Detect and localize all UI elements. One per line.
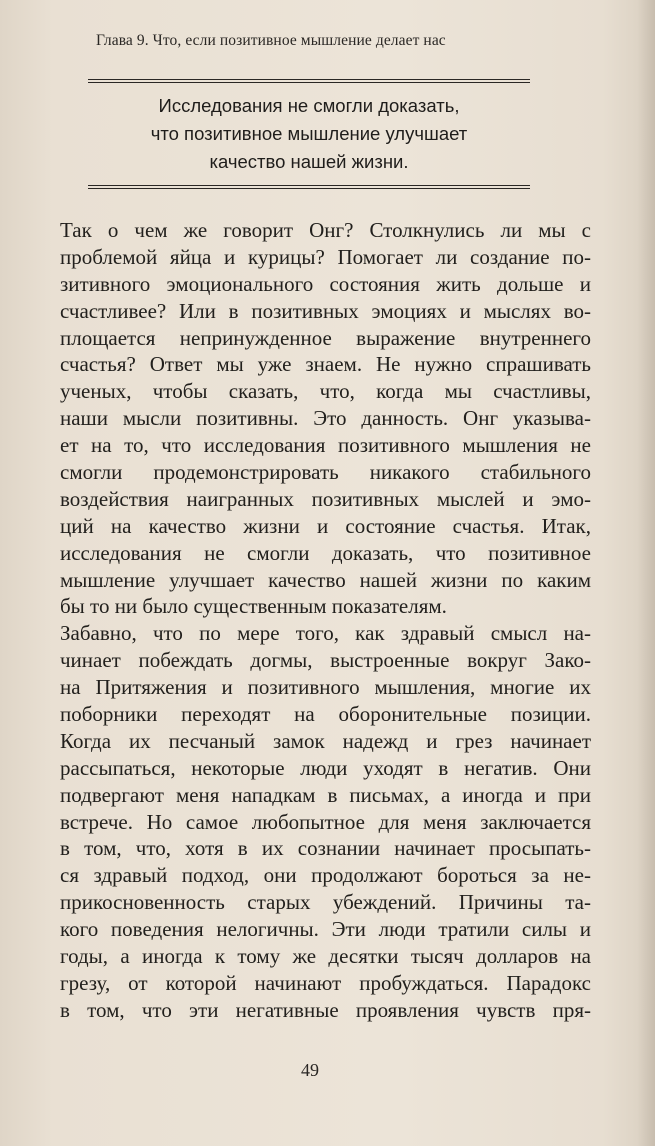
text-line: ций на качество жизни и состояние счастья. Итак, [60, 513, 591, 538]
text-line: проблемой яйца и курицы? Помогает ли создание по- [60, 244, 591, 269]
text-line: рассыпаться, некоторые люди уходят в негатив. Они [60, 755, 591, 780]
text-line: встрече. Но самое любопытное для меня заключается [60, 809, 591, 834]
text-line: смогли продемонстрировать никакого стабильного [60, 460, 591, 485]
text-line: в том, что эти негативные проявления чувств пря- [60, 997, 591, 1022]
text-line: на Притяжения и позитивного мышления, многие их [60, 675, 591, 700]
paragraph-2 [60, 620, 591, 1023]
text-line: бы то ни было существенным показателям. [60, 594, 447, 619]
text-line: воздействия наигранных позитивных мыслей и эмо- [60, 486, 591, 511]
text-line: кого поведения нелогичны. Эти люди тратили силы и [60, 917, 591, 942]
running-head: Глава 9. Что, если позитивное мышление делает нас [96, 32, 446, 49]
text-line: счастья? Ответ мы уже знаем. Не нужно спрашивать [60, 352, 591, 377]
text-line: Забавно, что по мере того, как здравый смысл на- [60, 621, 591, 646]
text-line: мышление улучшает качество нашей жизни по каким [60, 567, 591, 592]
callout-rule-bottom [88, 185, 530, 189]
text-line: в том, что, хотя в их сознании начинает просыпать- [60, 836, 591, 861]
callout-rule-top [88, 79, 530, 83]
page-number: 49 [301, 1060, 319, 1080]
text-line: ет на то, что исследования позитивного мышления не [60, 433, 591, 458]
text-line: Так о чем же говорит Онг? Столкнулись ли мы с [60, 218, 591, 242]
text-line: годы, а иногда к тому же десятки тысяч долларов на [60, 944, 591, 969]
text-line: счастливее? Или в позитивных эмоциях и мыслях во- [60, 298, 591, 323]
text-line: зитивного эмоционального состояния жить дольше и [60, 271, 591, 296]
page-edge-shadow [637, 0, 655, 1146]
text-line: грезу, от которой начинают пробуждаться. Парадокс [60, 970, 591, 995]
text-line: подвергают меня нападкам в письмах, а иногда и при [60, 782, 591, 807]
pull-quote-line: что позитивное мышление улучшает [150, 123, 468, 144]
pull-quote [88, 92, 530, 176]
text-line: ученых, чтобы сказать, что, когда мы счастливы, [60, 379, 591, 404]
text-line: площается непринужденное выражение внутреннего [60, 325, 591, 350]
text-line: ся здравый подход, они продолжают бороться за не- [60, 863, 591, 888]
pull-quote-line: Исследования не смогли доказать, [158, 95, 460, 116]
text-line: поборники переходят на оборонительные позиции. [60, 702, 591, 727]
text-line: прикосновенность старых убеждений. Причины та- [60, 890, 591, 915]
text-line: чинает побеждать догмы, выстроенные вокруг Зако- [60, 648, 591, 673]
text-line: исследования не смогли доказать, что позитивное [60, 540, 591, 565]
paragraph-1 [60, 217, 591, 620]
pull-quote-line: качество нашей жизни. [209, 151, 409, 172]
text-line: наши мысли позитивны. Это данность. Онг указыва- [60, 406, 591, 431]
text-line: Когда их песчаный замок надежд и грез начинает [60, 728, 591, 753]
body-text [60, 217, 591, 1024]
